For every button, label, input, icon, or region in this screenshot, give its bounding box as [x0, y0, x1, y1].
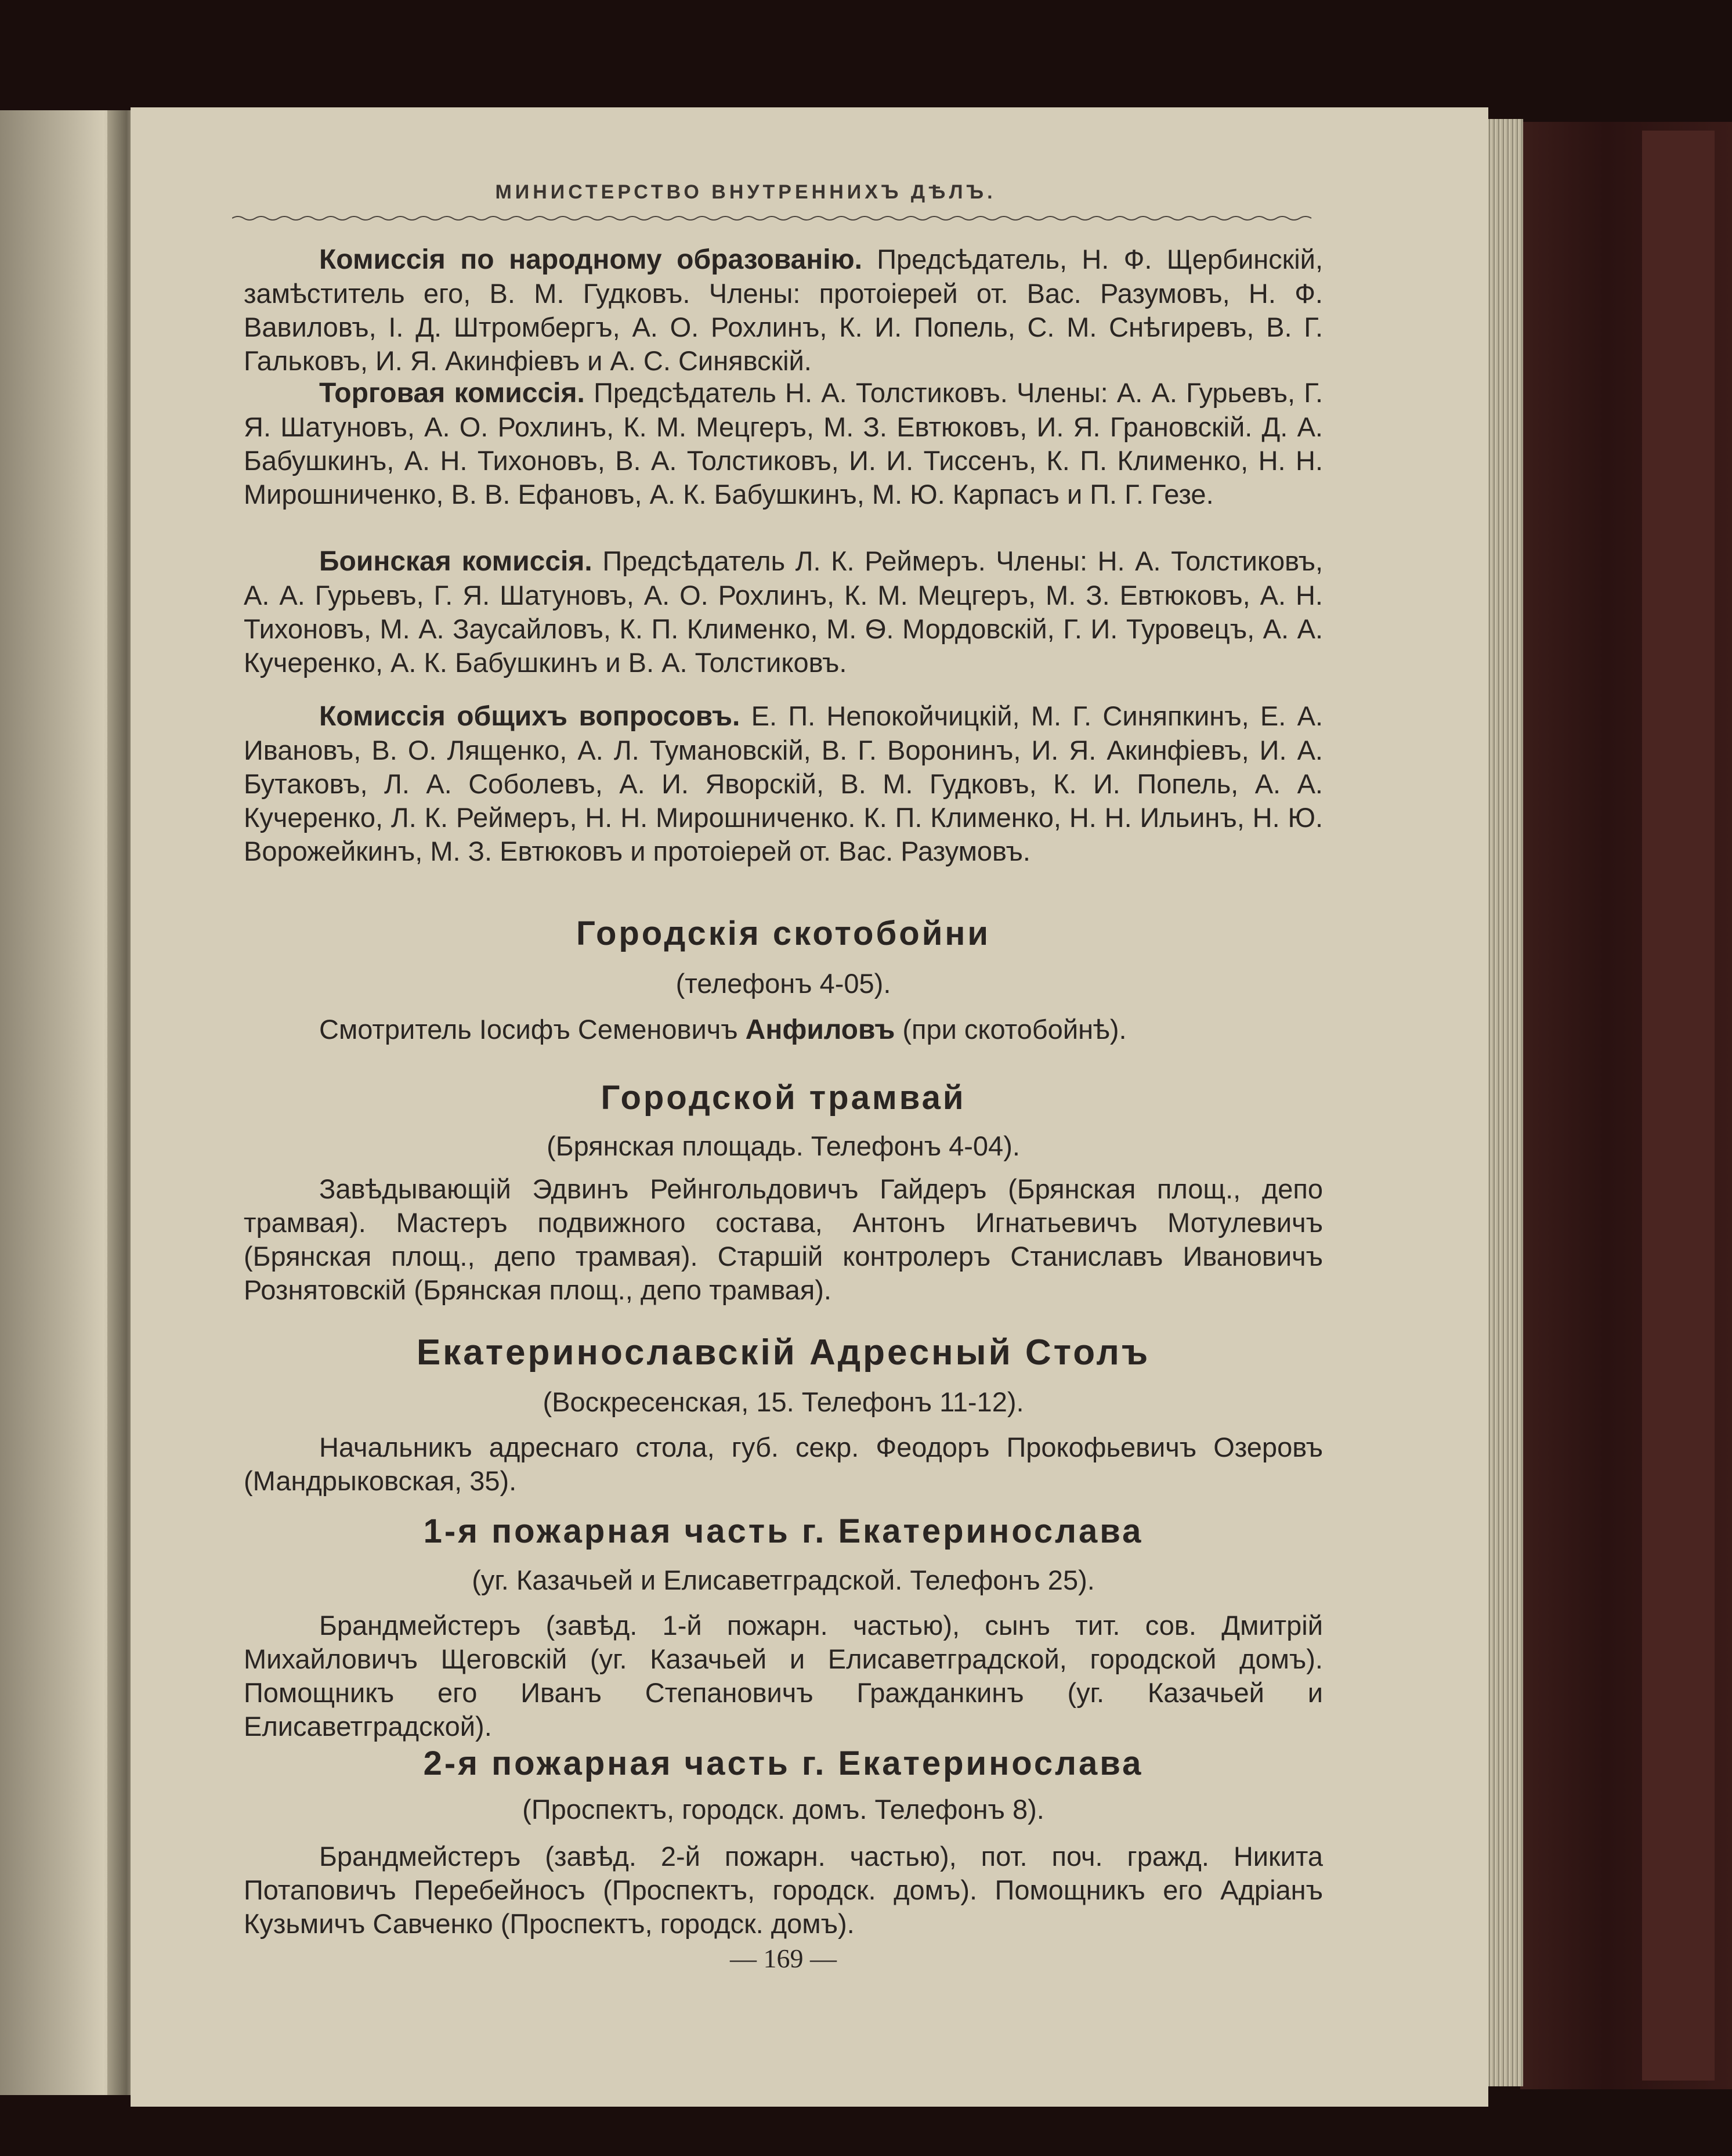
commission-trade — [244, 376, 1323, 511]
commission-text: Е. П. Непокойчицкій, М. Г. Синяпкинъ, Е. А. Ивановъ, В. О. Лященко, А. Л. Тумановскій, В. Г. Воронинъ, И. Я. Акинфіевъ, И. А. Бутаковъ, Л. А. Соболевъ, А. И. Яворскій, В. М. Гудковъ, К. И. Попель, А. А. Кучеренко, Л. К. Реймеръ, Н. Н. Мирошниченко. К. П. Клименко, Н. Н. Ильинъ, Н. Ю. Ворожейкинъ, М. З. Евтюковъ и протоіерей от. Вас. Разумовъ. — [244, 700, 1323, 866]
section-body-address-bureau: Начальникъ адреснаго стола, губ. секр. Феодоръ Прокофьевичъ Озеровъ (Мандрыковская, 35). — [244, 1432, 1323, 1496]
section-heading-fire-1: 1-я пожарная часть г. Екатеринослава — [423, 1512, 1144, 1550]
section-sub-fire-1: (уг. Казачьей и Елисаветградской. Телефонъ 25). — [472, 1565, 1095, 1595]
commission-text: Предсѣдатель Н. А. Толстиковъ. Члены: А. А. Гурьевъ, Г. Я. Шатуновъ, А. О. Рохлинъ, К. М. Мецгеръ, М. З. Евтюковъ, И. Я. Грановскій. Д. А. Бабушкинъ, А. Н. Тихоновъ, В. А. Толстиковъ, И. И. Тиссенъ, К. П. Клименко, Н. Н. Мирошниченко, В. В. Ефановъ, А. К. Бабушкинъ, М. Ю. Карпасъ и П. Г. Гезе. — [244, 377, 1324, 510]
commission-text: Предсѣдатель Л. К. Реймеръ. Члены: Н. А. Толстиковъ, А. А. Гурьевъ, Г. Я. Шатуновъ, А. О. Рохлинъ, К. М. Мецгеръ, М. З. Евтюковъ, А. Н. Тихоновъ, М. А. Заусайловъ, К. П. Клименко, М. Ѳ. Мордовскій, Г. И. Туровецъ, А. А. Кучеренко, А. К. Бабушкинъ и В. А. Толстиковъ. — [244, 546, 1324, 678]
section-heading-tram: Городской трамвай — [601, 1079, 966, 1117]
section-body-fire-1: Брандмейстеръ (завѣд. 1-й пожарн. частью), сынъ тит. сов. Дмитрій Михайловичъ Щеговскій (уг. Казачьей и Елисаветградской, городской домъ). Помощникъ его Иванъ Степановичъ Гражданкинъ (уг. Казачьей и Елисаветградской). — [244, 1610, 1323, 1742]
commission-name: Торговая комиссія. — [319, 378, 585, 409]
left-page-edge — [0, 110, 122, 2095]
commission-name: Комиссія общихъ вопросовъ. — [319, 701, 740, 732]
commission-text: Предсѣдатель, Н. Ф. Щербинскій, замѣститель его, В. М. Гудковъ. Члены: протоіерей от. Вас. Разумовъ, Н. Ф. Вавиловъ, І. Д. Штромбергъ, А. О. Рохлинъ, К. И. Попель, С. М. Снѣгиревъ, В. Г. Гальковъ, И. Я. Акинфіевъ и А. С. Синявскій. — [244, 244, 1323, 376]
body-text: Смотритель Іосифъ Семеновичъ — [319, 1014, 746, 1045]
commission-general — [244, 699, 1323, 868]
commission-slaughter — [244, 544, 1323, 680]
section-body-slaughterhouses — [244, 1013, 1323, 1047]
section-body-fire-2: Брандмейстеръ (завѣд. 2-й пожарн. частью), пот. поч. гражд. Никита Потаповичъ Перебейносъ (Проспектъ, городск. домъ). Помощникъ его Адріанъ Кузьмичъ Савченко (Проспектъ, городск. домъ). — [244, 1841, 1323, 1939]
section-heading-address-bureau: Екатеринославскій Адресный Столъ — [416, 1332, 1151, 1373]
book-cover-edge — [1642, 131, 1715, 2081]
header-rule — [232, 215, 1317, 222]
commission-education — [244, 243, 1323, 378]
section-heading-fire-2: 2-я пожарная часть г. Екатеринослава — [423, 1745, 1144, 1782]
commission-name: Боинская комиссія. — [319, 546, 592, 577]
commission-name: Комиссія по народному образованію. — [319, 244, 862, 275]
section-sub-tram: (Брянская площадь. Телефонъ 4-04). — [547, 1131, 1020, 1161]
body-text: (при скотобойнѣ). — [895, 1014, 1127, 1045]
section-sub-address-bureau: (Воскресенская, 15. Телефонъ 11-12). — [543, 1386, 1024, 1417]
section-sub-fire-2: (Проспектъ, городск. домъ. Телефонъ 8). — [522, 1794, 1044, 1825]
page-number: — 169 — — [730, 1944, 837, 1973]
body-name: Анфиловъ — [745, 1014, 895, 1045]
section-body-tram: Завѣдывающій Эдвинъ Рейнгольдовичъ Гайдеръ (Брянская площ., депо трамвая). Мастеръ подвижного состава, Антонъ Игнатьевичъ Мотулевичъ (Брянская площ., депо трамвая). Старшій контролеръ Станиславъ Ивановичъ Рознятовскій (Брянская площ., депо трамвая). — [244, 1173, 1323, 1305]
running-header: МИНИСТЕРСТВО ВНУТРЕННИХЪ ДѢЛЪ. — [495, 181, 996, 203]
section-sub-slaughterhouses: (телефонъ 4-05). — [675, 968, 891, 999]
section-heading-slaughterhouses: Городскія скотобойни — [576, 915, 991, 952]
page-stack — [1482, 119, 1523, 2086]
